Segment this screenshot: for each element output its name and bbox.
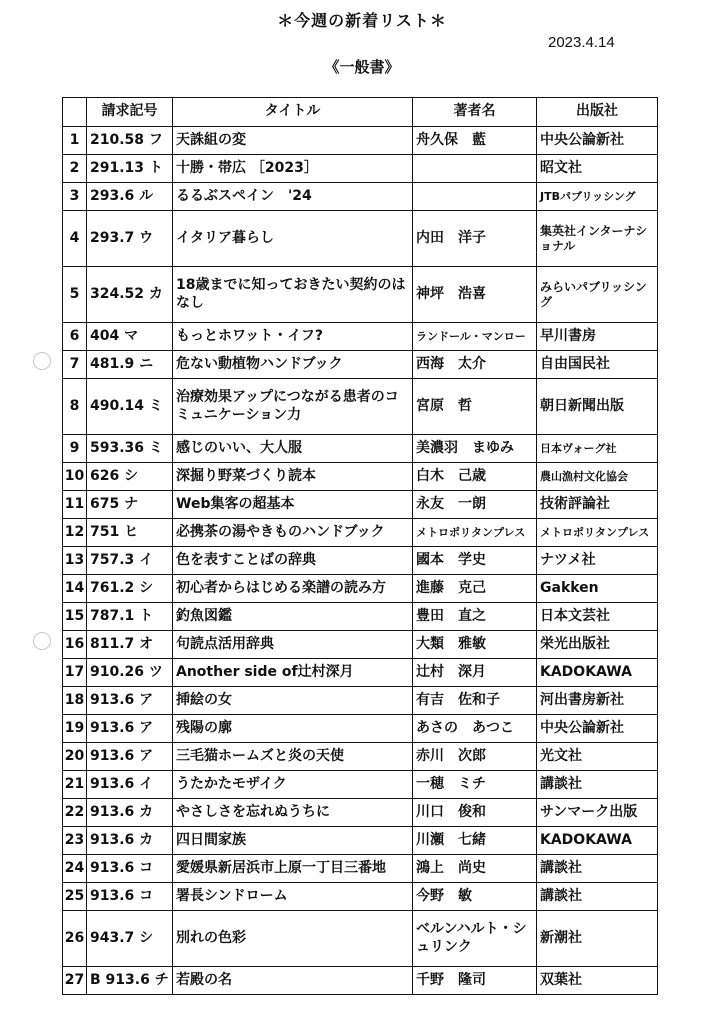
title-cell: やさしさを忘れぬうちに — [173, 799, 413, 827]
table-row — [63, 435, 658, 463]
publisher-cell: 農山漁村文化協会 — [537, 463, 658, 491]
table-row — [63, 659, 658, 687]
author-cell: 赤川 次郎 — [413, 743, 537, 771]
col-header-publisher: 出版社 — [537, 98, 658, 127]
publisher-cell: 早川書房 — [537, 323, 658, 351]
row-number: 25 — [63, 883, 87, 911]
author-cell: 大類 雅敏 — [413, 631, 537, 659]
title-cell: 18歳までに知っておきたい契約のはなし — [173, 267, 413, 323]
author-cell: 鴻上 尚史 — [413, 855, 537, 883]
table-row — [63, 911, 658, 967]
call-number-cell: 293.7 ウ — [87, 211, 173, 267]
author-cell: 川瀬 七緒 — [413, 827, 537, 855]
table-row — [63, 827, 658, 855]
title-cell: 色を表すことばの辞典 — [173, 547, 413, 575]
title-cell: 初心者からはじめる楽譜の読み方 — [173, 575, 413, 603]
row-number: 22 — [63, 799, 87, 827]
publisher-cell: KADOKAWA — [537, 827, 658, 855]
row-number: 16 — [63, 631, 87, 659]
row-number: 13 — [63, 547, 87, 575]
title-cell: Another side of辻村深月 — [173, 659, 413, 687]
author-cell: 有吉 佐和子 — [413, 687, 537, 715]
punch-hole — [33, 632, 51, 650]
publisher-cell: 講談社 — [537, 771, 658, 799]
author-cell: あさの あつこ — [413, 715, 537, 743]
table-row — [63, 351, 658, 379]
publisher-cell: 栄光出版社 — [537, 631, 658, 659]
publisher-cell: 光文社 — [537, 743, 658, 771]
table-row — [63, 603, 658, 631]
publisher-cell: 双葉社 — [537, 967, 658, 995]
page-title: ＊今週の新着リスト＊ — [277, 11, 447, 30]
row-number: 23 — [63, 827, 87, 855]
call-number-cell: 811.7 オ — [87, 631, 173, 659]
row-number: 7 — [63, 351, 87, 379]
author-cell: 豊田 直之 — [413, 603, 537, 631]
row-number: 17 — [63, 659, 87, 687]
title-cell: 三毛猫ホームズと炎の天使 — [173, 743, 413, 771]
publisher-cell: 朝日新聞出版 — [537, 379, 658, 435]
row-number: 8 — [63, 379, 87, 435]
table-row — [63, 463, 658, 491]
author-cell: 今野 敏 — [413, 883, 537, 911]
row-number: 19 — [63, 715, 87, 743]
row-number: 18 — [63, 687, 87, 715]
table-row — [63, 547, 658, 575]
call-number-cell: 626 シ — [87, 463, 173, 491]
call-number-cell: 490.14 ミ — [87, 379, 173, 435]
call-number-cell: 913.6 イ — [87, 771, 173, 799]
table-row — [63, 211, 658, 267]
publisher-cell: JTBパブリッシング — [537, 183, 658, 211]
author-cell: 美濃羽 まゆみ — [413, 435, 537, 463]
table-row — [63, 155, 658, 183]
table-row — [63, 687, 658, 715]
call-number-cell: 751 ヒ — [87, 519, 173, 547]
title-cell: 愛媛県新居浜市上原一丁目三番地 — [173, 855, 413, 883]
table-row — [63, 575, 658, 603]
row-number: 4 — [63, 211, 87, 267]
author-cell: 千野 隆司 — [413, 967, 537, 995]
call-number-cell: 913.6 コ — [87, 883, 173, 911]
publisher-cell: 技術評論社 — [537, 491, 658, 519]
author-cell: 神坪 浩喜 — [413, 267, 537, 323]
title-cell: 若殿の名 — [173, 967, 413, 995]
row-number: 1 — [63, 127, 87, 155]
title-cell: 感じのいい、大人服 — [173, 435, 413, 463]
table-row — [63, 715, 658, 743]
title-cell: 挿絵の女 — [173, 687, 413, 715]
publisher-cell: 日本文芸社 — [537, 603, 658, 631]
table-row — [63, 967, 658, 995]
author-cell: 國本 学史 — [413, 547, 537, 575]
publisher-cell: ナツメ社 — [537, 547, 658, 575]
call-number-cell: 787.1 ト — [87, 603, 173, 631]
call-number-cell: 210.58 フ — [87, 127, 173, 155]
call-number-cell: B 913.6 チ — [87, 967, 173, 995]
title-cell: 句読点活用辞典 — [173, 631, 413, 659]
col-header-number — [63, 98, 87, 127]
table-row — [63, 379, 658, 435]
call-number-cell: 404 マ — [87, 323, 173, 351]
row-number: 26 — [63, 911, 87, 967]
publisher-cell: 講談社 — [537, 883, 658, 911]
punch-hole — [33, 352, 51, 370]
title-cell: 四日間家族 — [173, 827, 413, 855]
publisher-cell: みらいパブリッシング — [537, 267, 658, 323]
row-number: 20 — [63, 743, 87, 771]
title-cell: もっとホワット・イフ? — [173, 323, 413, 351]
table-row — [63, 127, 658, 155]
title-cell: 必携茶の湯やきものハンドブック — [173, 519, 413, 547]
category-heading: 《一般書》 — [324, 58, 400, 76]
title-cell: 治療効果アップにつながる患者のコミュニケーション力 — [173, 379, 413, 435]
call-number-cell: 913.6 カ — [87, 799, 173, 827]
row-number: 10 — [63, 463, 87, 491]
call-number-cell: 943.7 シ — [87, 911, 173, 967]
author-cell: 西海 太介 — [413, 351, 537, 379]
table-row — [63, 883, 658, 911]
publisher-cell: サンマーク出版 — [537, 799, 658, 827]
title-cell: イタリア暮らし — [173, 211, 413, 267]
call-number-cell: 913.6 ア — [87, 715, 173, 743]
table-row — [63, 743, 658, 771]
author-cell: 辻村 深月 — [413, 659, 537, 687]
table-row — [63, 631, 658, 659]
title-cell: 別れの色彩 — [173, 911, 413, 967]
table-row — [63, 491, 658, 519]
title-cell: るるぶスペイン '24 — [173, 183, 413, 211]
row-number: 9 — [63, 435, 87, 463]
title-cell: 深掘り野菜づくり読本 — [173, 463, 413, 491]
row-number: 5 — [63, 267, 87, 323]
title-cell: 天誅組の変 — [173, 127, 413, 155]
row-number: 2 — [63, 155, 87, 183]
call-number-cell: 593.36 ミ — [87, 435, 173, 463]
author-cell: 永友 一朗 — [413, 491, 537, 519]
author-cell: 宮原 哲 — [413, 379, 537, 435]
call-number-cell: 293.6 ル — [87, 183, 173, 211]
publisher-cell: KADOKAWA — [537, 659, 658, 687]
title-cell: 署長シンドローム — [173, 883, 413, 911]
publisher-cell: 中央公論新社 — [537, 715, 658, 743]
table-header-row — [63, 98, 658, 127]
title-cell: 残陽の廓 — [173, 715, 413, 743]
title-cell: うたかたモザイク — [173, 771, 413, 799]
col-header-author: 著者名 — [413, 98, 537, 127]
row-number: 21 — [63, 771, 87, 799]
table-row — [63, 519, 658, 547]
call-number-cell: 481.9 ニ — [87, 351, 173, 379]
call-number-cell: 913.6 コ — [87, 855, 173, 883]
row-number: 24 — [63, 855, 87, 883]
table-row — [63, 183, 658, 211]
title-cell: 釣魚図鑑 — [173, 603, 413, 631]
call-number-cell: 324.52 カ — [87, 267, 173, 323]
table-row — [63, 855, 658, 883]
row-number: 11 — [63, 491, 87, 519]
call-number-cell: 913.6 ア — [87, 687, 173, 715]
author-cell — [413, 155, 537, 183]
publisher-cell: 河出書房新社 — [537, 687, 658, 715]
row-number: 27 — [63, 967, 87, 995]
list-date: 2023.4.14 — [548, 34, 615, 51]
publisher-cell: 新潮社 — [537, 911, 658, 967]
call-number-cell: 757.3 イ — [87, 547, 173, 575]
row-number: 6 — [63, 323, 87, 351]
author-cell: ベルンハルト・シュリンク — [413, 911, 537, 967]
table-row — [63, 771, 658, 799]
call-number-cell: 291.13 ト — [87, 155, 173, 183]
publisher-cell: 自由国民社 — [537, 351, 658, 379]
row-number: 14 — [63, 575, 87, 603]
author-cell: ランドール・マンロー — [413, 323, 537, 351]
row-number: 3 — [63, 183, 87, 211]
publisher-cell: 日本ヴォーグ社 — [537, 435, 658, 463]
table-row — [63, 799, 658, 827]
call-number-cell: 913.6 ア — [87, 743, 173, 771]
title-cell: 十勝・帯広 ［2023］ — [173, 155, 413, 183]
author-cell: 舟久保 藍 — [413, 127, 537, 155]
publisher-cell: 中央公論新社 — [537, 127, 658, 155]
author-cell: 川口 俊和 — [413, 799, 537, 827]
row-number: 12 — [63, 519, 87, 547]
author-cell: 内田 洋子 — [413, 211, 537, 267]
title-cell: Web集客の超基本 — [173, 491, 413, 519]
author-cell — [413, 183, 537, 211]
author-cell: 白木 己歳 — [413, 463, 537, 491]
author-cell: 進藤 克己 — [413, 575, 537, 603]
call-number-cell: 761.2 シ — [87, 575, 173, 603]
call-number-cell: 910.26 ツ — [87, 659, 173, 687]
author-cell: 一穂 ミチ — [413, 771, 537, 799]
call-number-cell: 913.6 カ — [87, 827, 173, 855]
title-cell: 危ない動植物ハンドブック — [173, 351, 413, 379]
publisher-cell: 昭文社 — [537, 155, 658, 183]
table-row — [63, 323, 658, 351]
col-header-title: タイトル — [173, 98, 413, 127]
table-row — [63, 267, 658, 323]
publisher-cell: 集英社インターナショナル — [537, 211, 658, 267]
publisher-cell: Gakken — [537, 575, 658, 603]
publisher-cell: メトロポリタンプレス — [537, 519, 658, 547]
publisher-cell: 講談社 — [537, 855, 658, 883]
row-number: 15 — [63, 603, 87, 631]
col-header-call-number: 請求記号 — [87, 98, 173, 127]
author-cell: メトロポリタンプレス — [413, 519, 537, 547]
new-arrivals-table — [62, 97, 658, 995]
call-number-cell: 675 ナ — [87, 491, 173, 519]
